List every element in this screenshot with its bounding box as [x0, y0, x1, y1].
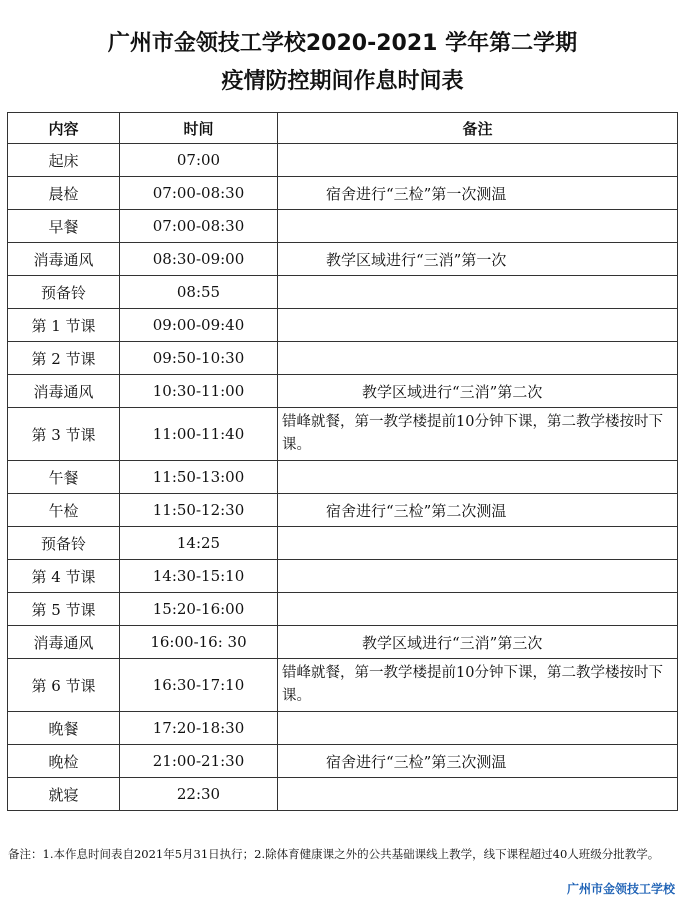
row-content: 第 4 节课	[8, 560, 120, 593]
row-note: 教学区域进行“三消”第三次	[278, 626, 678, 659]
row-content: 预备铃	[8, 276, 120, 309]
page-subtitle: 疫情防控期间作息时间表	[221, 69, 464, 94]
row-content: 就寝	[8, 778, 120, 811]
header-content: 内容	[8, 113, 120, 144]
row-content: 晨检	[8, 177, 120, 210]
watermark-logo: 广州市金领技工学校	[566, 882, 675, 896]
table-row	[8, 342, 678, 375]
row-content: 午检	[8, 494, 120, 527]
table-row	[8, 593, 678, 626]
page-title: 广州市金领技工学校2020-2021 学年第二学期	[107, 31, 578, 56]
table-row	[8, 778, 678, 811]
header-time: 时间	[120, 113, 278, 144]
table-row	[8, 527, 678, 560]
row-time: 15:20-16:00	[120, 593, 278, 626]
row-note	[278, 309, 678, 342]
row-time: 16:30-17:10	[120, 659, 278, 712]
table-header-row	[8, 113, 678, 144]
row-time: 17:20-18:30	[120, 712, 278, 745]
row-note: 教学区域进行“三消”第一次	[278, 243, 678, 276]
row-note	[278, 461, 678, 494]
table-row	[8, 144, 678, 177]
row-time: 11:50-13:00	[120, 461, 278, 494]
row-time: 11:00-11:40	[120, 408, 278, 461]
row-content: 第 5 节课	[8, 593, 120, 626]
row-note: 宿舍进行“三检”第一次测温	[278, 177, 678, 210]
row-content: 起床	[8, 144, 120, 177]
table-row	[8, 494, 678, 527]
row-time: 14:25	[120, 527, 278, 560]
row-note	[278, 276, 678, 309]
row-note	[278, 778, 678, 811]
table-row	[8, 408, 678, 461]
table-row	[8, 309, 678, 342]
table-row	[8, 712, 678, 745]
table-row	[8, 626, 678, 659]
table-row	[8, 461, 678, 494]
row-time: 07:00-08:30	[120, 210, 278, 243]
footnote: 备注：1.本作息时间表自2021年5月31日执行；2.除体育健康课之外的公共基础课线上教学，线下课程超过40人班级分批教学。	[8, 847, 660, 861]
row-content: 午餐	[8, 461, 120, 494]
row-content: 早餐	[8, 210, 120, 243]
row-note: 错峰就餐，第一教学楼提前10分钟下课，第二教学楼按时下课。	[278, 659, 678, 712]
row-time: 10:30-11:00	[120, 375, 278, 408]
header-note: 备注	[278, 113, 678, 144]
table-row	[8, 659, 678, 712]
row-content: 晚检	[8, 745, 120, 778]
table-row	[8, 560, 678, 593]
row-content: 第 6 节课	[8, 659, 120, 712]
row-note	[278, 210, 678, 243]
row-time: 22:30	[120, 778, 278, 811]
row-content: 第 1 节课	[8, 309, 120, 342]
row-time: 14:30-15:10	[120, 560, 278, 593]
row-time: 09:50-10:30	[120, 342, 278, 375]
table-row	[8, 745, 678, 778]
row-note	[278, 560, 678, 593]
row-content: 晚餐	[8, 712, 120, 745]
row-content: 消毒通风	[8, 375, 120, 408]
row-content: 预备铃	[8, 527, 120, 560]
row-note: 错峰就餐，第一教学楼提前10分钟下课，第二教学楼按时下课。	[278, 408, 678, 461]
table-row	[8, 177, 678, 210]
row-time: 09:00-09:40	[120, 309, 278, 342]
row-content: 消毒通风	[8, 243, 120, 276]
table-row	[8, 276, 678, 309]
row-time: 21:00-21:30	[120, 745, 278, 778]
row-time: 08:30-09:00	[120, 243, 278, 276]
table-row	[8, 375, 678, 408]
row-note	[278, 527, 678, 560]
row-note	[278, 712, 678, 745]
row-note	[278, 144, 678, 177]
row-note	[278, 342, 678, 375]
table-row	[8, 243, 678, 276]
row-content: 消毒通风	[8, 626, 120, 659]
row-note	[278, 593, 678, 626]
row-time: 07:00-08:30	[120, 177, 278, 210]
table-row	[8, 210, 678, 243]
row-time: 16:00-16: 30	[120, 626, 278, 659]
row-time: 08:55	[120, 276, 278, 309]
row-note: 宿舍进行“三检”第二次测温	[278, 494, 678, 527]
row-content: 第 2 节课	[8, 342, 120, 375]
row-time: 11:50-12:30	[120, 494, 278, 527]
row-content: 第 3 节课	[8, 408, 120, 461]
row-note: 教学区域进行“三消”第二次	[278, 375, 678, 408]
row-note: 宿舍进行“三检”第三次测温	[278, 745, 678, 778]
row-time: 07:00	[120, 144, 278, 177]
schedule-table	[7, 112, 678, 811]
